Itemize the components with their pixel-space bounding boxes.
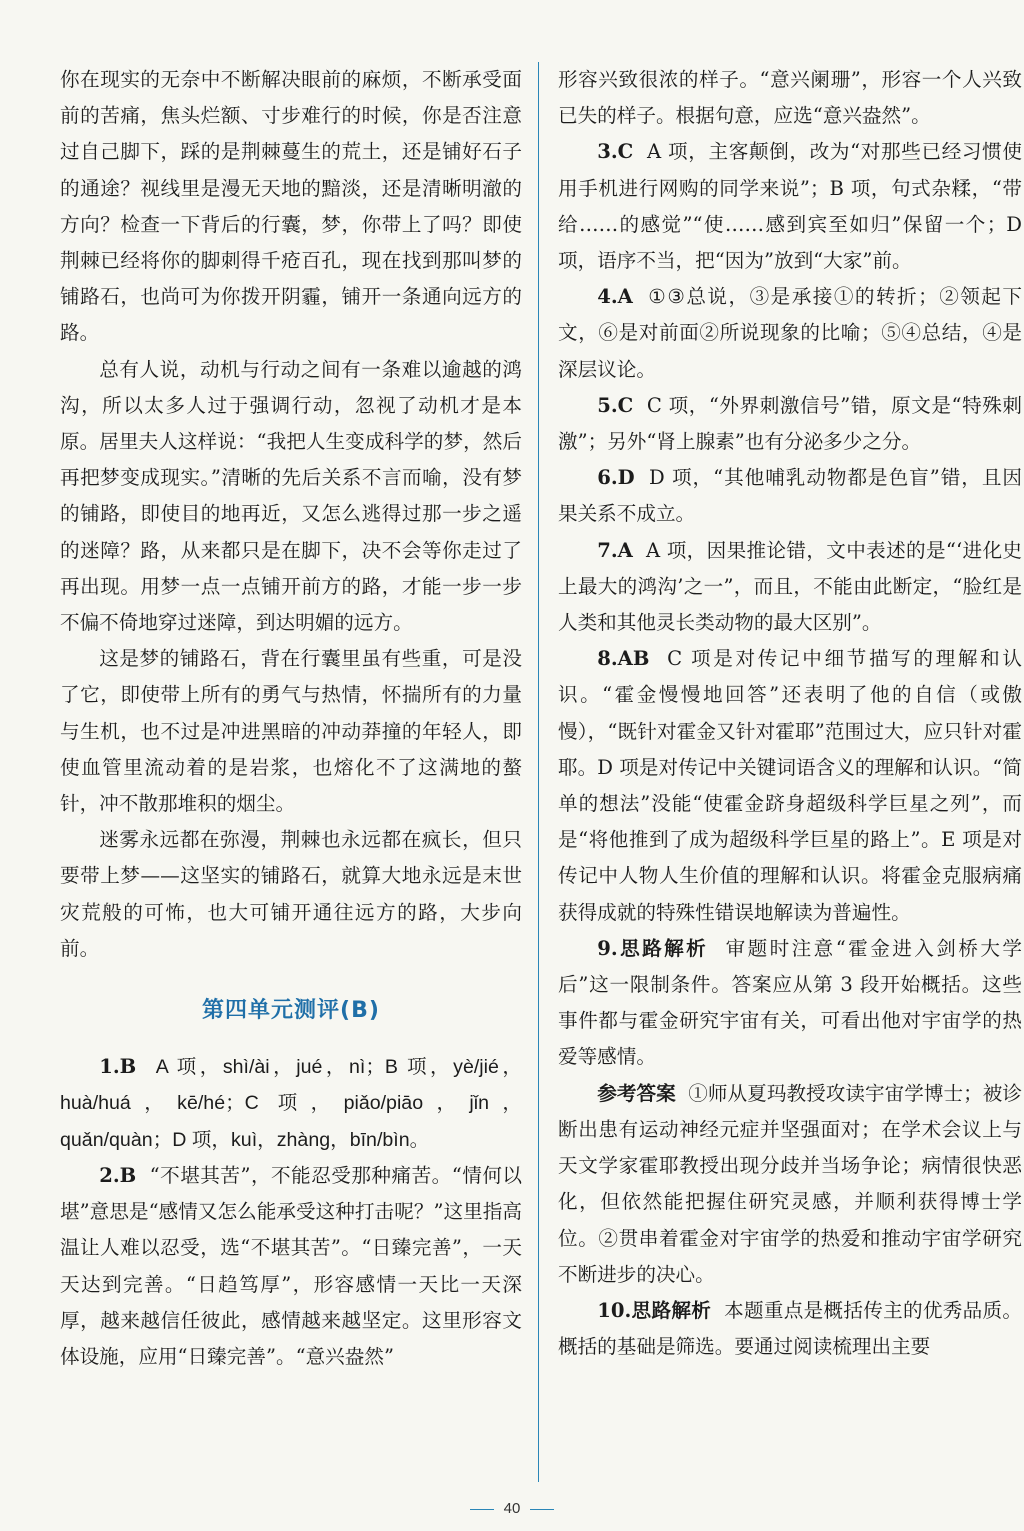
section-title: 第四单元测评(B)	[202, 998, 380, 1024]
footer-rule-left	[470, 1509, 494, 1510]
answer-7-label: 7.A	[597, 538, 633, 562]
answer-3-text: A 项，主客颠倒，改为“对那些已经习惯使用手机进行网购的同学来说”；B 项，句式杂糅，“带给……的感觉”“使……感到宾至如归”保留一个；D 项，语序不当，把“因为”放到“大家”前。	[558, 140, 1022, 273]
answer-6-label: 6.D	[597, 466, 635, 490]
answer-4-text: ①③总说，③是承接①的转折；②领起下文，⑥是对前面②所说现象的比喻；⑤④总结，④是深层议论。	[558, 285, 1022, 381]
answer-5	[558, 388, 1022, 460]
essay-paragraph-2: 总有人说，动机与行动之间有一条难以逾越的鸿沟，所以太多人过于强调行动，忽视了动机才是本原。居里夫人这样说：“我把人生变成科学的梦，然后再把梦变成现实。”清晰的先后关系不言而喻，没有梦的铺路，即使目的地再近，又怎么逃得过那一步之遥的迷障？路，从来都只是在脚下，决不会等你走过了再出现。用梦一点一点铺开前方的路，才能一步一步不偏不倚地穿过迷障，到达明媚的远方。	[60, 357, 522, 635]
answer-10-text: 本题重点是概括传主的优秀品质。概括的基础是筛选。要通过阅读梳理出主要	[558, 1298, 1022, 1359]
reference-answer-label: 参考答案	[597, 1081, 676, 1105]
answer-7	[558, 533, 1022, 642]
answer-5-label: 5.C	[597, 393, 634, 417]
right-column	[558, 62, 1022, 1365]
answer-8-text: C 项是对传记中细节描写的理解和认识。“霍金慢慢地回答”还表明了他的自信（或傲慢），“既针对霍金又针对霍耶”范围过大，应只针对霍耶。D 项是对传记中关键词语含义的理解和认识。“简单的想法”没能“使霍金跻身超级科学巨星之列”，而是“将他推到了成为超级科学巨星的路上”。E 项是对传记中人物人生价值的理解和认识。将霍金克服病痛获得成就的特殊性错误地解读为普遍性。	[558, 647, 1022, 924]
answer-6-text: D 项，“其他哺乳动物都是色盲”错，且因果关系不成立。	[558, 466, 1022, 526]
reference-answer	[558, 1076, 1022, 1293]
answer-1	[60, 1049, 522, 1158]
answer-6	[558, 460, 1022, 532]
answer-9-text: 审题时注意“霍金进入剑桥大学后”这一限制条件。答案应从第 3 段开始概括。这些事件都与霍金研究宇宙有关，可看出他对宇宙学的热爱等感情。	[558, 936, 1022, 1069]
answer-1-text: A 项，shì/ài，jué，nì；B 项，yè/jié，huà/huá，kē/hé；C 项，piǎo/piāo，jǐn，quǎn/quàn；D 项，kuì，zhàng，bīn/bìn。	[60, 1056, 522, 1151]
answer-3-label: 3.C	[597, 140, 634, 164]
answer-8	[558, 641, 1022, 931]
page-number: 40	[503, 1500, 521, 1517]
answer-2-text: “不堪其苦”，不能忍受那种痛苦。“情何以堪”意思是“感情又怎么能承受这种打击呢？”这里指高温让人难以忍受，选“不堪其苦”。“日臻完善”，一天天达到完善。“日趋笃厚”，形容感情一天比一天深厚，越来越信任彼此，感情越来越坚定。这里形容文体设施，应用“日臻完善”。“意兴盎然”	[60, 1163, 522, 1368]
answer-5-text: C 项，“外界刺激信号”错，原文是“特殊刺激”；另外“肾上腺素”也有分泌多少之分。	[558, 393, 1022, 454]
answer-4	[558, 279, 1022, 388]
essay-paragraph-4: 迷雾永远都在弥漫，荆棘也永远都在疯长，但只要带上梦——这坚实的铺路石，就算大地永远是末世灾荒般的可怖，也大可铺开通往远方的路，大步向前。	[60, 828, 522, 960]
footer-rule-right	[530, 1509, 554, 1510]
answer-2-label: 2.B	[99, 1163, 137, 1187]
answer-9	[558, 931, 1022, 1076]
essay-paragraph-3: 这是梦的铺路石，背在行囊里虽有些重，可是没了它，即使带上所有的勇气与热情，怀揣所有的力量与生机，也不过是冲进黑暗的冲动莽撞的年轻人，即使血管里流动着的是岩浆，也熔化不了这满地的螯针，冲不散那堆积的烟尘。	[60, 647, 522, 816]
answer-1-label: 1.B	[99, 1055, 137, 1079]
answer-2	[60, 1158, 522, 1375]
answer-10-label: 10.思路解析	[597, 1298, 712, 1322]
answer-2-continued: 形容兴致很浓的样子。“意兴阑珊”，形容一个人兴致已失的样子。根据句意，应选“意兴盎然”。	[558, 68, 1022, 128]
answer-7-text: A 项，因果推论错，文中表述的是“‘进化史上最大的鸿沟’之一”，而且，不能由此断定，“脸红是人类和其他灵长类动物的最大区别”。	[558, 538, 1022, 635]
column-divider	[538, 62, 539, 1482]
answer-3	[558, 134, 1022, 279]
answer-10	[558, 1293, 1022, 1365]
answer-8-label: 8.AB	[597, 647, 650, 671]
answer-4-label: 4.A	[597, 285, 633, 309]
page-footer	[0, 1500, 1024, 1517]
left-column	[60, 62, 522, 1375]
reference-answer-text: ①师从夏玛教授攻读宇宙学博士；被诊断出患有运动神经元症并坚强面对；在学术会议上与天文学家霍耶教授出现分歧并当场争论；病情很快恶化，但依然能把握住研究灵感，并顺利获得博士学位。②贯串着霍金对宇宙学的热爱和推动宇宙学研究不断进步的决心。	[558, 1081, 1023, 1286]
essay-paragraph-1: 你在现实的无奈中不断解决眼前的麻烦，不断承受面前的苦痛，焦头烂额、寸步难行的时候，你是否注意过自己脚下，踩的是荆棘蔓生的荒土，还是铺好石子的通途？视线里是漫无天地的黯淡，还是清晰明澈的方向？检查一下背后的行囊，梦，你带上了吗？即使荆棘已经将你的脚刺得千疮百孔，现在找到那叫梦的铺路石，也尚可为你拨开阴霾，铺开一条通向远方的路。	[60, 68, 522, 345]
answer-9-label: 9.思路解析	[597, 936, 709, 960]
